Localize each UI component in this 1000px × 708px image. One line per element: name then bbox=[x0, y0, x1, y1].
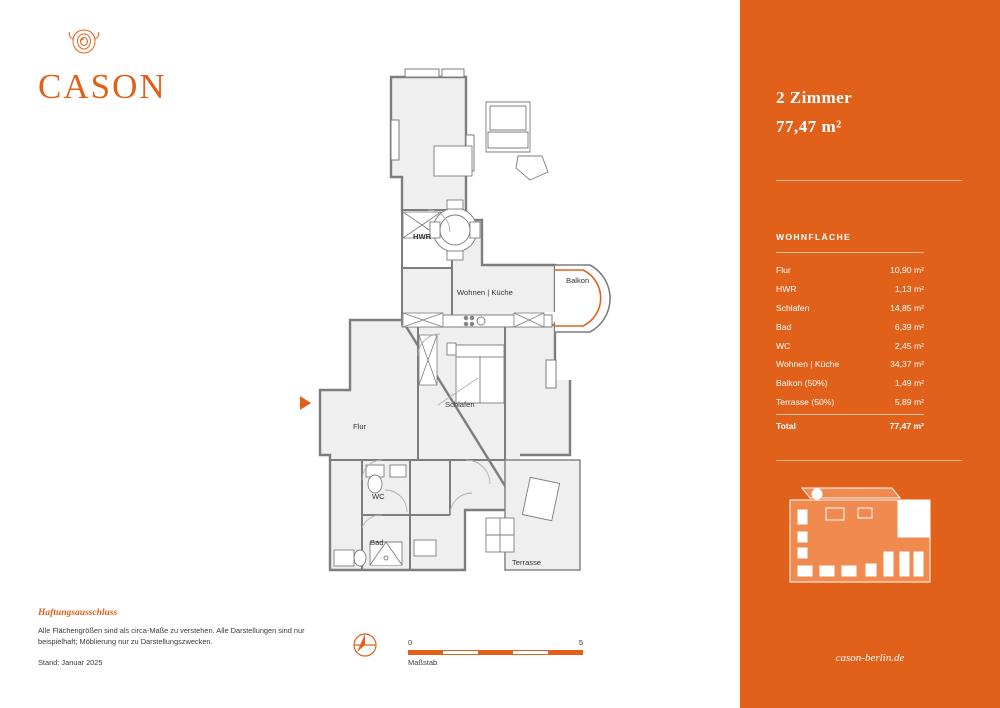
area-label: Balkon (50%) bbox=[776, 378, 828, 389]
unit-size: 77,47 m² bbox=[776, 117, 842, 136]
area-label: Schlafen bbox=[776, 302, 810, 313]
area-value: 2,45 m² bbox=[894, 340, 924, 351]
floorplan-svg bbox=[290, 60, 650, 590]
area-value: 6,39 m² bbox=[894, 321, 924, 332]
area-value: 14,85 m² bbox=[890, 302, 924, 313]
table-row bbox=[776, 280, 924, 299]
area-label: WC bbox=[776, 340, 791, 351]
area-value: 1,49 m² bbox=[894, 378, 924, 389]
room-label-bad: Bad bbox=[370, 538, 384, 547]
area-value: 10,90 m² bbox=[890, 265, 924, 276]
table-row bbox=[776, 355, 924, 374]
table-row bbox=[776, 336, 924, 355]
area-label: Flur bbox=[776, 265, 791, 276]
table-row bbox=[776, 261, 924, 280]
area-label: HWR bbox=[776, 284, 797, 295]
scale-label: Maßstab bbox=[408, 658, 438, 667]
table-row bbox=[776, 299, 924, 318]
panel-divider-top bbox=[776, 180, 962, 181]
floorplan-drawing bbox=[290, 60, 650, 590]
info-panel bbox=[740, 0, 1000, 708]
brand-block bbox=[38, 26, 278, 107]
area-heading-rule bbox=[776, 252, 924, 253]
table-row-total bbox=[776, 415, 924, 435]
area-label: Terrasse (50%) bbox=[776, 396, 835, 407]
disclaimer-block bbox=[38, 608, 338, 667]
room-label-schlafen: Schlafen bbox=[445, 400, 475, 409]
plan-date: Stand: Januar 2025 bbox=[38, 657, 103, 667]
disclaimer-body: Alle Flächengrößen sind als circa-Maße zu verstehen. Alle Darstellungen sind nur beispielhaft; Möblierung nur zu Darstellungszwecken. bbox=[38, 626, 305, 647]
room-label-hwr: HWR bbox=[413, 232, 432, 241]
brand-name: CASON bbox=[38, 67, 167, 106]
room-label-flur: Flur bbox=[353, 422, 367, 431]
north-compass-icon bbox=[350, 630, 380, 660]
scale-end: 5 bbox=[578, 638, 583, 647]
table-row bbox=[776, 317, 924, 336]
area-table bbox=[776, 261, 924, 436]
room-label-wohnen-kueche: Wohnen | Küche bbox=[457, 288, 513, 297]
website-url: cason-berlin.de bbox=[835, 652, 905, 664]
entrance-arrow-icon bbox=[300, 396, 311, 410]
site-key-plan-icon bbox=[780, 482, 960, 592]
unit-type-title: 2 Zimmer bbox=[776, 88, 853, 107]
room-label-balkon: Balkon bbox=[566, 276, 590, 285]
room-label-wc: WC bbox=[372, 492, 385, 501]
area-heading: WOHNFLÄCHE bbox=[776, 232, 852, 242]
area-value: 5,89 m² bbox=[894, 396, 924, 407]
scale-block bbox=[350, 624, 600, 674]
area-label: Wohnen | Küche bbox=[776, 359, 840, 370]
area-value: 1,13 m² bbox=[894, 284, 924, 295]
area-value: 34,37 m² bbox=[890, 359, 924, 370]
rose-logo-icon bbox=[64, 26, 104, 58]
total-value: 77,47 m² bbox=[889, 421, 924, 432]
total-label: Total bbox=[776, 421, 796, 432]
disclaimer-title: Haftungsausschluss bbox=[38, 608, 118, 618]
area-label: Bad bbox=[776, 321, 792, 332]
room-label-terrasse: Terrasse bbox=[512, 558, 542, 567]
table-row bbox=[776, 392, 924, 411]
table-row bbox=[776, 374, 924, 393]
scale-start: 0 bbox=[408, 638, 413, 647]
scale-bar bbox=[408, 638, 583, 655]
panel-divider-bottom bbox=[776, 460, 962, 461]
